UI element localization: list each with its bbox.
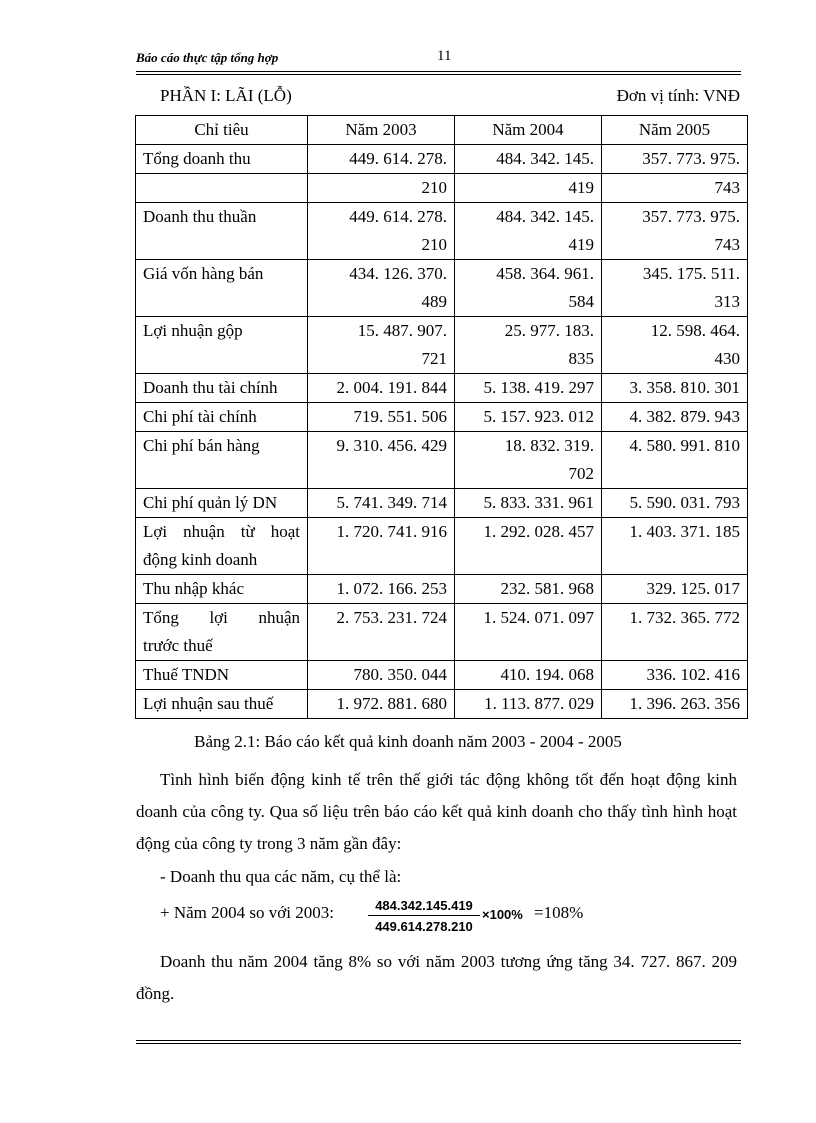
cell-2005: 4. 382. 879. 943: [602, 403, 748, 432]
cell-2005: 1. 396. 263. 356: [602, 690, 748, 719]
cell-2004: 484. 342. 145.: [455, 145, 602, 174]
comparison-result: =108%: [534, 903, 584, 922]
cell-2005: 329. 125. 017: [602, 575, 748, 604]
cell-2003: 449. 614. 278. 210: [308, 203, 455, 260]
table-row: [136, 661, 748, 690]
cell-2004: 5. 138. 419. 297: [455, 374, 602, 403]
cell-2003: 15. 487. 907. 721: [308, 317, 455, 374]
fraction-numerator: 484.342.145.419: [368, 898, 480, 916]
row-label: Chi phí bán hàng: [136, 432, 308, 489]
cell-2005: 4. 580. 991. 810: [602, 432, 748, 489]
row-label: Thuế TNDN: [136, 661, 308, 690]
cell-2005: 336. 102. 416: [602, 661, 748, 690]
table-row: [136, 432, 748, 489]
cell-2003: 2. 753. 231. 724: [308, 604, 455, 661]
cell-2003: 5. 741. 349. 714: [308, 489, 455, 518]
row-label: Doanh thu thuần: [136, 203, 308, 260]
cell-2005: 345. 175. 511. 313: [602, 260, 748, 317]
row-label: Tổng lợi nhuận trước thuế: [136, 604, 308, 661]
comparison-label: + Năm 2004 so với 2003:: [160, 903, 334, 922]
income-statement-table: [135, 115, 748, 719]
cell-2005: 3. 358. 810. 301: [602, 374, 748, 403]
table-caption: Bảng 2.1: Báo cáo kết quả kinh doanh năm 2003 - 2004 - 2005: [194, 732, 622, 751]
table-row: [136, 260, 748, 317]
row-label: Chi phí tài chính: [136, 403, 308, 432]
paragraph-1: Tình hình biến động kinh tế trên thế giới tác động không tốt đến hoạt động kinh doanh của công ty. Qua số liệu trên báo cáo kết quả kinh doanh cho thấy tình hình hoạt động của công ty trong 3 năm gần đây:: [136, 770, 737, 853]
cell-2004: 25. 977. 183. 835: [455, 317, 602, 374]
cell-2005: 357. 773. 975. 743: [602, 203, 748, 260]
cell-2003: 1. 072. 166. 253: [308, 575, 455, 604]
cell-2004: 232. 581. 968: [455, 575, 602, 604]
table-row: [136, 403, 748, 432]
cell-2005: 5. 590. 031. 793: [602, 489, 748, 518]
revenue-fraction: [368, 898, 480, 934]
cell-2003: 1. 972. 881. 680: [308, 690, 455, 719]
cell-2003: 449. 614. 278.: [308, 145, 455, 174]
row-label: Tổng doanh thu: [136, 145, 308, 174]
table-row: [136, 518, 748, 575]
section-title: PHẦN I: LÃI (LỖ): [160, 86, 292, 105]
header-title: Báo cáo thực tập tổng hợp: [136, 50, 279, 65]
table-row: [136, 690, 748, 719]
cell-2005: 1. 732. 365. 772: [602, 604, 748, 661]
row-label: Lợi nhuận từ hoạt động kinh doanh: [136, 518, 308, 575]
cell-2004: 484. 342. 145. 419: [455, 203, 602, 260]
page-number: 11: [437, 48, 452, 64]
row-label: Lợi nhuận gộp: [136, 317, 308, 374]
column-header: Năm 2004: [455, 116, 602, 145]
table-header-row: [136, 116, 748, 145]
table-row: [136, 317, 748, 374]
cell-2003: 9. 310. 456. 429: [308, 432, 455, 489]
column-header: Năm 2003: [308, 116, 455, 145]
cell-2005: 743: [602, 174, 748, 203]
cell-2003: 434. 126. 370. 489: [308, 260, 455, 317]
table-row: [136, 145, 748, 174]
header-rule: [136, 71, 741, 75]
unit-label: Đơn vị tính: VNĐ: [616, 86, 740, 105]
cell-2004: 18. 832. 319. 702: [455, 432, 602, 489]
cell-2003: 1. 720. 741. 916: [308, 518, 455, 575]
row-label: [136, 174, 308, 203]
cell-2003: 780. 350. 044: [308, 661, 455, 690]
table-row: [136, 203, 748, 260]
cell-2003: 719. 551. 506: [308, 403, 455, 432]
table-row: [136, 575, 748, 604]
multiplier: ×100%: [482, 907, 523, 922]
row-label: Giá vốn hàng bán: [136, 260, 308, 317]
cell-2004: 410. 194. 068: [455, 661, 602, 690]
column-header: Năm 2005: [602, 116, 748, 145]
cell-2005: 1. 403. 371. 185: [602, 518, 748, 575]
row-label: Lợi nhuận sau thuế: [136, 690, 308, 719]
cell-2005: 357. 773. 975.: [602, 145, 748, 174]
row-label: Chi phí quản lý DN: [136, 489, 308, 518]
cell-2004: 458. 364. 961. 584: [455, 260, 602, 317]
bullet-line: - Doanh thu qua các năm, cụ thể là:: [160, 867, 402, 886]
cell-2004: 1. 113. 877. 029: [455, 690, 602, 719]
table-row: [136, 174, 748, 203]
row-label: Doanh thu tài chính: [136, 374, 308, 403]
cell-2003: 210: [308, 174, 455, 203]
cell-2004: 1. 292. 028. 457: [455, 518, 602, 575]
fraction-denominator: 449.614.278.210: [375, 919, 473, 934]
footer-rule: [136, 1040, 741, 1044]
column-header: Chỉ tiêu: [136, 116, 308, 145]
table-row: [136, 604, 748, 661]
cell-2004: 419: [455, 174, 602, 203]
row-label: Thu nhập khác: [136, 575, 308, 604]
table-row: [136, 374, 748, 403]
cell-2004: 1. 524. 071. 097: [455, 604, 602, 661]
table-row: [136, 489, 748, 518]
cell-2003: 2. 004. 191. 844: [308, 374, 455, 403]
cell-2005: 12. 598. 464. 430: [602, 317, 748, 374]
cell-2004: 5. 833. 331. 961: [455, 489, 602, 518]
paragraph-2: Doanh thu năm 2004 tăng 8% so với năm 2003 tương ứng tăng 34. 727. 867. 209 đồng.: [136, 952, 737, 1003]
cell-2004: 5. 157. 923. 012: [455, 403, 602, 432]
